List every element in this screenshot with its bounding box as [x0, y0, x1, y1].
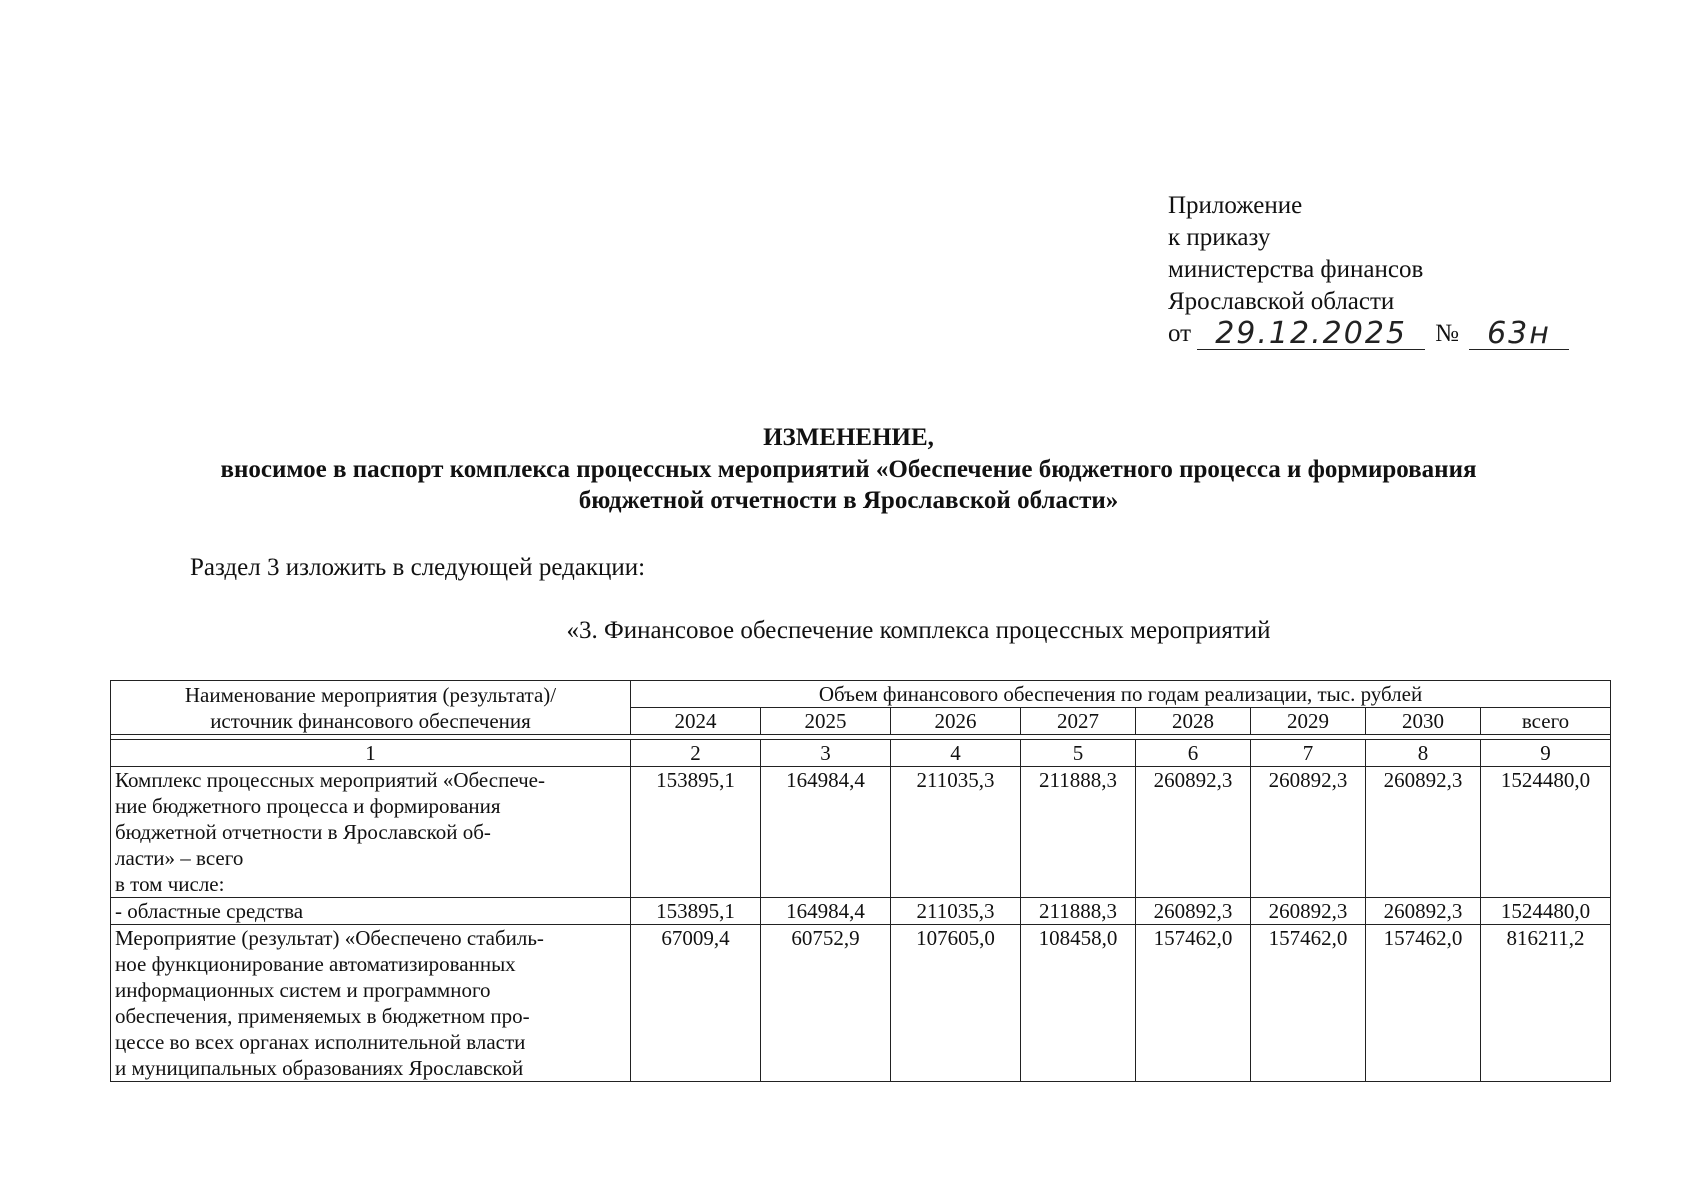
year-header: 2027 — [1021, 708, 1136, 735]
table-header-row — [111, 681, 1611, 708]
volume-header: Объем финансового обеспечения по годам реализации, тыс. рублей — [631, 681, 1611, 708]
value-cell: 260892,3 — [1251, 898, 1366, 925]
column-number: 5 — [1021, 740, 1136, 767]
section-title: «3. Финансовое обеспечение комплекса процессных мероприятий — [566, 617, 1271, 644]
appendix-line: министерства финансов — [1168, 256, 1424, 283]
appendix-line: Ярославской области — [1168, 288, 1395, 315]
total-cell: 816211,2 — [1481, 925, 1611, 1082]
document-title: ИЗМЕНЕНИЕ, — [763, 424, 934, 451]
value-cell: 260892,3 — [1366, 898, 1481, 925]
value-cell: 164984,4 — [761, 767, 891, 898]
appendix-block — [1168, 190, 1569, 350]
column-number: 2 — [631, 740, 761, 767]
total-cell: 1524480,0 — [1481, 898, 1611, 925]
table-row — [111, 898, 1611, 925]
value-cell: 211888,3 — [1021, 898, 1136, 925]
value-cell: 211035,3 — [891, 767, 1021, 898]
row-name: Мероприятие (результат) «Обеспечено стабиль- ное функционирование автоматизированных информационных систем и программного обеспечения, применяемых в бюджетном про- цессе во всех органах исполнительной власти и муниципальных образованиях Ярославской — [111, 925, 631, 1082]
total-header: всего — [1481, 708, 1611, 735]
value-cell: 164984,4 — [761, 898, 891, 925]
handwritten-number: 63н — [1469, 319, 1569, 350]
column-number: 4 — [891, 740, 1021, 767]
column-number: 1 — [111, 740, 631, 767]
column-number: 7 — [1251, 740, 1366, 767]
value-cell: 60752,9 — [761, 925, 891, 1082]
year-header: 2029 — [1251, 708, 1366, 735]
column-number-row — [111, 740, 1611, 767]
value-cell: 211888,3 — [1021, 767, 1136, 898]
document-subtitle-line-2: бюджетной отчетности в Ярославской области» — [578, 487, 1119, 514]
total-cell: 1524480,0 — [1481, 767, 1611, 898]
value-cell: 260892,3 — [1366, 767, 1481, 898]
row-name: - областные средства — [111, 898, 631, 925]
column-number: 8 — [1366, 740, 1481, 767]
year-header: 2025 — [761, 708, 891, 735]
year-header: 2028 — [1136, 708, 1251, 735]
value-cell: 67009,4 — [631, 925, 761, 1082]
value-cell: 153895,1 — [631, 767, 761, 898]
financing-table — [110, 680, 1611, 1082]
year-header: 2026 — [891, 708, 1021, 735]
year-header: 2024 — [631, 708, 761, 735]
year-header: 2030 — [1366, 708, 1481, 735]
value-cell: 260892,3 — [1136, 767, 1251, 898]
value-cell: 211035,3 — [891, 898, 1021, 925]
value-cell: 157462,0 — [1366, 925, 1481, 1082]
value-cell: 157462,0 — [1251, 925, 1366, 1082]
column-number: 9 — [1481, 740, 1611, 767]
value-cell: 153895,1 — [631, 898, 761, 925]
value-cell: 108458,0 — [1021, 925, 1136, 1082]
instruction-paragraph: Раздел 3 изложить в следующей редакции: — [190, 554, 646, 581]
column-number: 3 — [761, 740, 891, 767]
value-cell: 260892,3 — [1136, 898, 1251, 925]
table-row — [111, 925, 1611, 1082]
document-subtitle-line-1: вносимое в паспорт комплекса процессных мероприятий «Обеспечение бюджетного процесса и формирования — [220, 456, 1477, 483]
appendix-line: Приложение — [1168, 192, 1303, 219]
table-row — [111, 767, 1611, 898]
column-number: 6 — [1136, 740, 1251, 767]
number-prefix: № — [1435, 320, 1459, 347]
handwritten-date: 29.12.2025 — [1197, 319, 1425, 350]
value-cell: 157462,0 — [1136, 925, 1251, 1082]
date-prefix: от — [1168, 320, 1192, 347]
row-name: Комплекс процессных мероприятий «Обеспече- ние бюджетного процесса и формирования бюджетной отчетности в Ярославской об- ласти» – всего в том числе: — [111, 767, 631, 898]
name-column-header: Наименование мероприятия (результата)/ источник финансового обеспечения — [111, 681, 631, 735]
appendix-line: к приказу — [1168, 224, 1271, 251]
value-cell: 107605,0 — [891, 925, 1021, 1082]
order-date-number — [1168, 318, 1569, 350]
value-cell: 260892,3 — [1251, 767, 1366, 898]
